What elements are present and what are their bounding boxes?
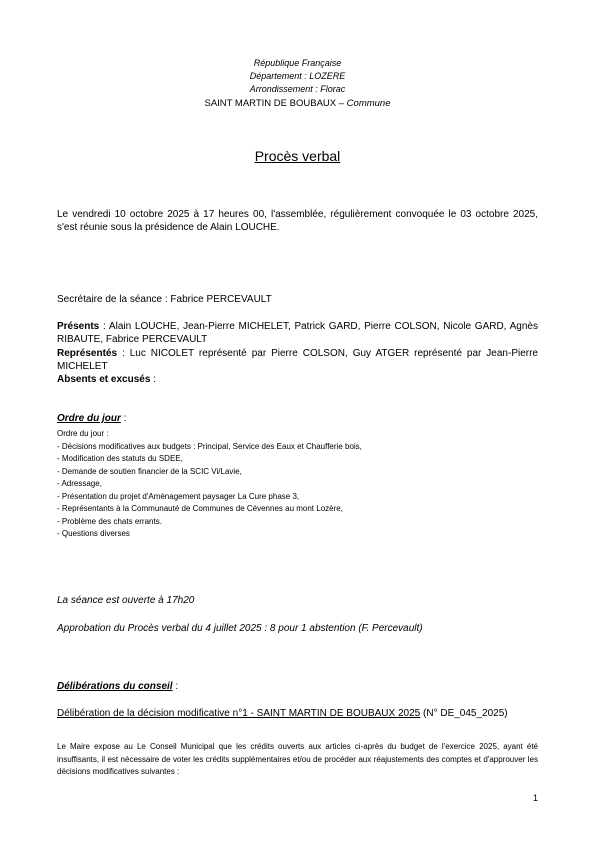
deliberations-heading: [57, 680, 538, 693]
presents-paragraph: [57, 320, 538, 346]
deliberation-title: [57, 707, 538, 720]
header-republic: République Française: [253, 58, 342, 68]
header-arrondissement: Arrondissement : Florac: [249, 84, 346, 94]
absents-label: Absents et excusés: [57, 374, 151, 385]
secretary-line: Secrétaire de la séance : Fabrice PERCEVAULT: [57, 294, 272, 305]
represented-text: : Luc NICOLET représenté par Pierre COLSON, Guy ATGER représenté par Jean-Pierre MICHELET: [57, 348, 538, 372]
agenda-item: - Demande de soutien financier de la SCIC Vi/Lavie,: [57, 466, 242, 476]
intro-paragraph: Le vendredi 10 octobre 2025 à 17 heures 00, l'assemblée, régulièrement convoquée le 03 octobre 2025, s'est réunie sous la présidence de Alain LOUCHE.: [57, 209, 538, 233]
agenda-item: - Adressage,: [57, 479, 102, 488]
agenda-heading: [57, 412, 538, 425]
document-title: Procès verbal: [254, 148, 341, 164]
page-number: 1: [533, 793, 539, 803]
presents-text: : Alain LOUCHE, Jean-Pierre MICHELET, Patrick GARD, Pierre COLSON, Nicole GARD, Agnès RIBAUTE, Fabrice PERCEVAULT: [57, 321, 538, 345]
header-department: Département : LOZERE: [249, 71, 346, 81]
agenda-item: - Problème des chats errants.: [57, 516, 162, 526]
agenda-intro: Ordre du jour :: [57, 429, 109, 438]
deliberation-ref: (N° DE_045_2025): [420, 708, 508, 719]
deliberation-body: Le Maire expose au Le Conseil Municipal que les crédits ouverts aux articles ci-après du budget de l'exercice 2025, ayant été insuffisants, il est nécessaire de voter les crédits supplémentaires et/ou de procéder aux réajustements des comptes et d'approuver les décisions modificatives suivantes :: [57, 742, 538, 776]
opening-line: La séance est ouverte à 17h20: [57, 595, 195, 606]
agenda-heading-label: Ordre du jour: [57, 413, 121, 424]
commune-suffix: – Commune: [336, 98, 391, 109]
agenda-item: - Présentation du projet d'Aménagement paysager La Cure phase 3,: [57, 491, 300, 501]
agenda-item: - Représentants à la Communauté de Communes de Cévennes au mont Lozère,: [57, 504, 343, 513]
agenda-list: [57, 428, 538, 541]
absents-paragraph: [57, 373, 538, 386]
approval-line: Approbation du Procès verbal du 4 juillet 2025 : 8 pour 1 abstention (F. Percevault): [57, 623, 423, 634]
commune-name: SAINT MARTIN DE BOUBAUX: [204, 98, 337, 109]
presents-label: Présents: [57, 321, 100, 332]
represented-paragraph: [57, 347, 538, 373]
absents-text: :: [150, 374, 156, 385]
deliberations-heading-label: Délibérations du conseil: [57, 681, 173, 692]
agenda-item: - Décisions modificatives aux budgets : Principal, Service des Eaux et Chaufferie bois,: [57, 441, 362, 451]
agenda-item: - Questions diverses: [57, 529, 130, 538]
deliberation-title-text: Délibération de la décision modificative n°1 - SAINT MARTIN DE BOUBAUX 2025: [57, 708, 421, 719]
header-commune: [0, 98, 595, 109]
deliberations-heading-suffix: :: [172, 681, 179, 692]
agenda-item: - Modification des statuts du SDEE,: [57, 454, 183, 463]
represented-label: Représentés: [57, 348, 118, 359]
agenda-heading-suffix: :: [120, 413, 127, 424]
